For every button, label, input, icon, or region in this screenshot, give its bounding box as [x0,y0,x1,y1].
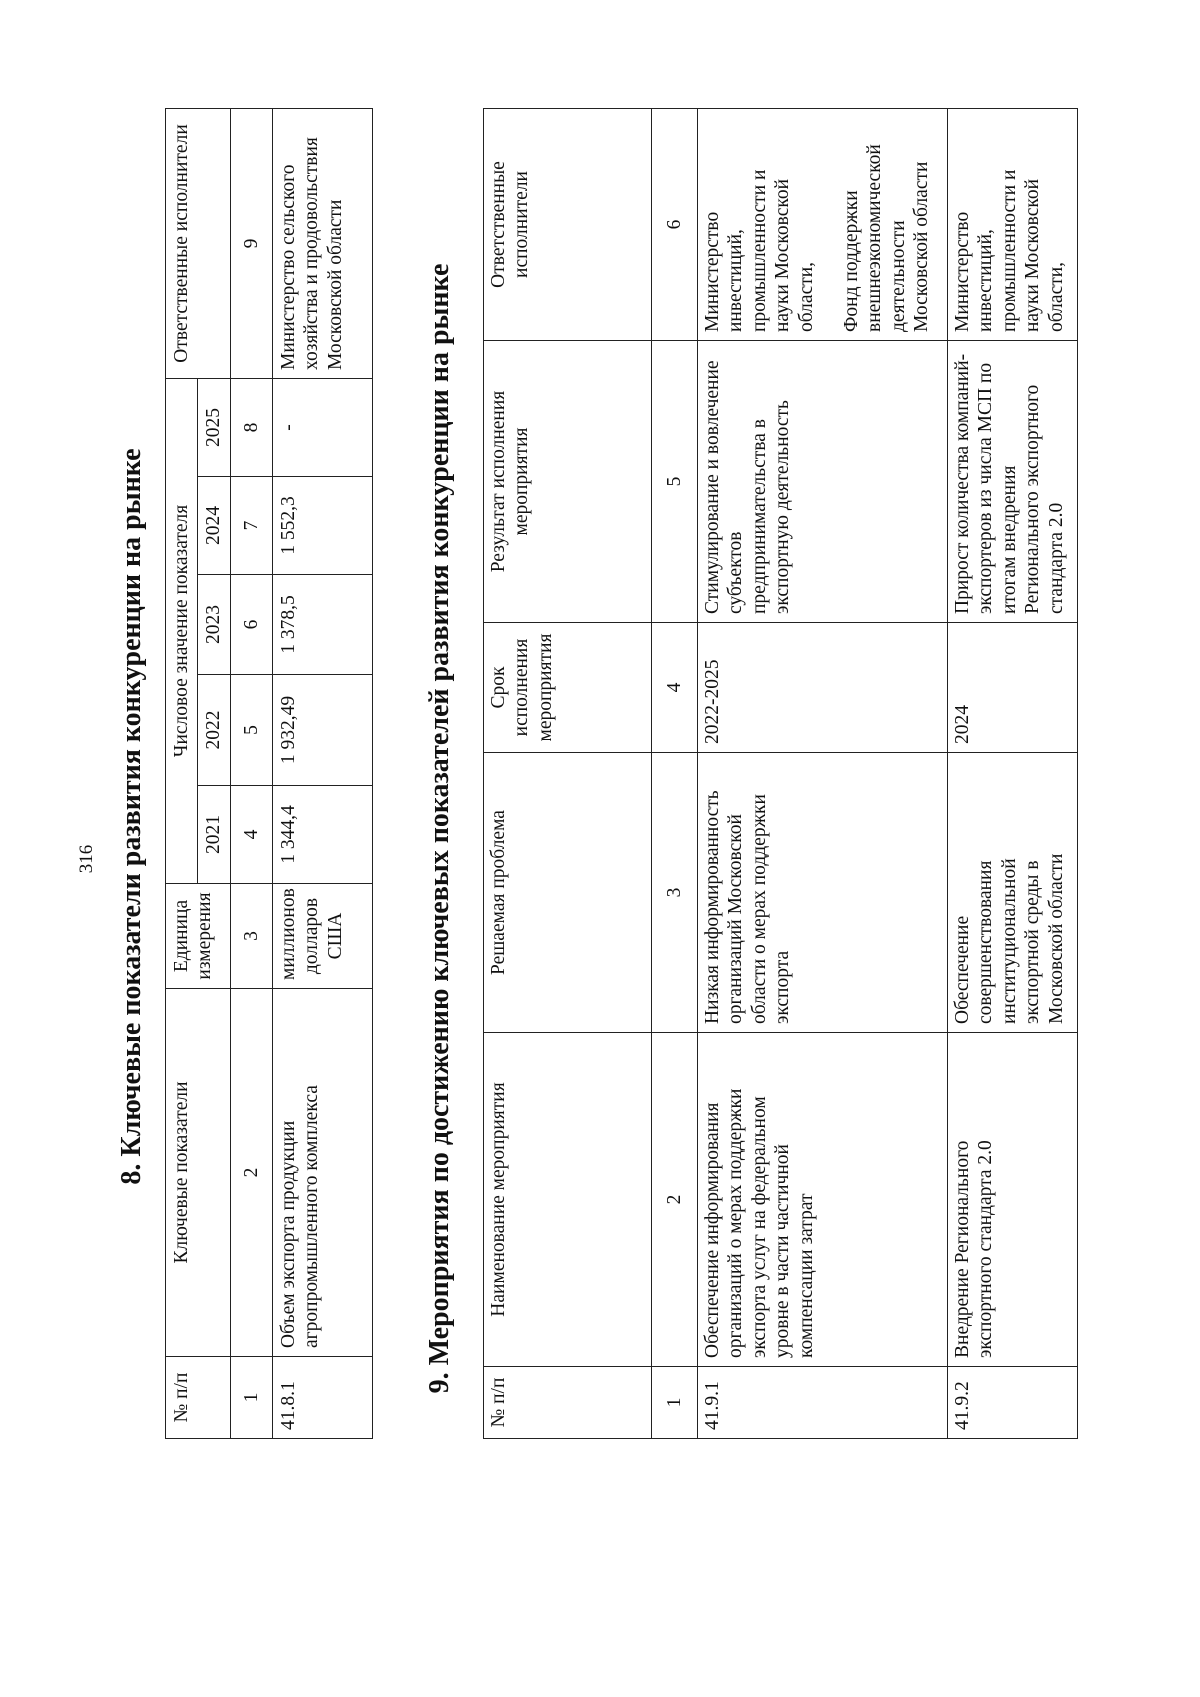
column-index: 1 [230,1357,272,1439]
header-problem: Решаемая проблема [484,753,652,1033]
header-num: № п/п [166,1357,231,1439]
row-num: 41.8.1 [272,1357,372,1439]
header-values-group: Числовое значение показателя [166,378,198,883]
column-index: 5 [230,675,272,786]
row-result: Прирост количества компаний-экспортеров из числа МСП по итогам внедрения Регионального экспортного стандарта 2.0 [948,341,1078,623]
column-index: 2 [652,1033,698,1367]
header-year: 2025 [198,378,230,476]
row-num: 41.9.2 [948,1367,1078,1439]
row-value-2024: 1 552,3 [272,477,372,575]
header-year: 2022 [198,675,230,786]
executor-entry: Министерство инвестиций, промышленности и науки Московской области, [702,169,817,332]
row-executors: Министерство сельского хозяйства и продовольствия Московской области [272,108,372,378]
page-number: 316 [76,844,97,874]
measures-table [483,108,1078,1439]
row-term: 2024 [948,623,1078,753]
row-term: 2022-2025 [698,623,948,753]
column-index: 2 [230,989,272,1357]
column-index: 1 [652,1367,698,1439]
header-executors: Ответственные исполнители [484,109,652,341]
column-index-row [652,109,698,1439]
column-index: 4 [230,786,272,884]
column-index: 8 [230,378,272,476]
header-year: 2021 [198,786,230,884]
executor-entry: Министерство инвестиций, промышленности и науки Московской области, [952,169,1067,332]
header-year: 2024 [198,477,230,575]
row-result: Стимулирование и вовлечение субъектов предпринимательства в экспортную деятельность [698,341,948,623]
row-num: 41.9.1 [698,1367,948,1439]
table-row [272,108,372,1438]
section-9-title: 9. Мероприятия по достижению ключевых показателей развития конкуренции на рынке [424,263,455,1394]
row-value-2025: - [272,378,372,476]
row-problem: Обеспечение совершенствования институциональной экспортной среды в Московской области [948,753,1078,1033]
column-index: 3 [230,884,272,989]
table-row [948,109,1078,1439]
header-year: 2023 [198,575,230,675]
header-result: Результат исполнения мероприятия [484,341,652,623]
section-8-title: 8. Ключевые показатели развития конкуренции на рынке [116,448,147,1185]
row-name: Внедрение Регионального экспортного стандарта 2.0 [948,1033,1078,1367]
row-executors [698,109,948,341]
row-value-2021: 1 344,4 [272,786,372,884]
row-problem: Низкая информированность организаций Московской области о мерах поддержки экспорта [698,753,948,1033]
row-value-2022: 1 932,49 [272,675,372,786]
header-unit: Единица измерения [166,884,231,989]
column-index: 7 [230,477,272,575]
column-index-row [230,108,272,1438]
column-index: 6 [652,109,698,341]
row-value-2023: 1 378,5 [272,575,372,675]
column-index: 6 [230,575,272,675]
table-header-row [484,109,652,1439]
header-executors: Ответственные исполнители [166,108,231,378]
table-header-row [166,108,198,1438]
header-name: Наименование мероприятия [484,1033,652,1367]
row-unit: миллионов долларов США [272,884,372,989]
row-name: Обеспечение информирования организаций о мерах поддержки экспорта услуг на федеральном уровне в части частичной компенсации затрат [698,1033,948,1367]
key-indicators-table [165,108,373,1439]
header-indicator: Ключевые показатели [166,989,231,1357]
executor-entry: Фонд поддержки внешнеэкономической деятельности Московской области [840,144,933,332]
column-index: 9 [230,108,272,378]
header-num: № п/п [484,1367,652,1439]
column-index: 5 [652,341,698,623]
row-executors [948,109,1078,341]
row-indicator: Объем экспорта продукции агропромышленного комплекса [272,989,372,1357]
header-term: Срок исполнения мероприятия [484,623,652,753]
column-index: 4 [652,623,698,753]
table-row [698,109,948,1439]
column-index: 3 [652,753,698,1033]
